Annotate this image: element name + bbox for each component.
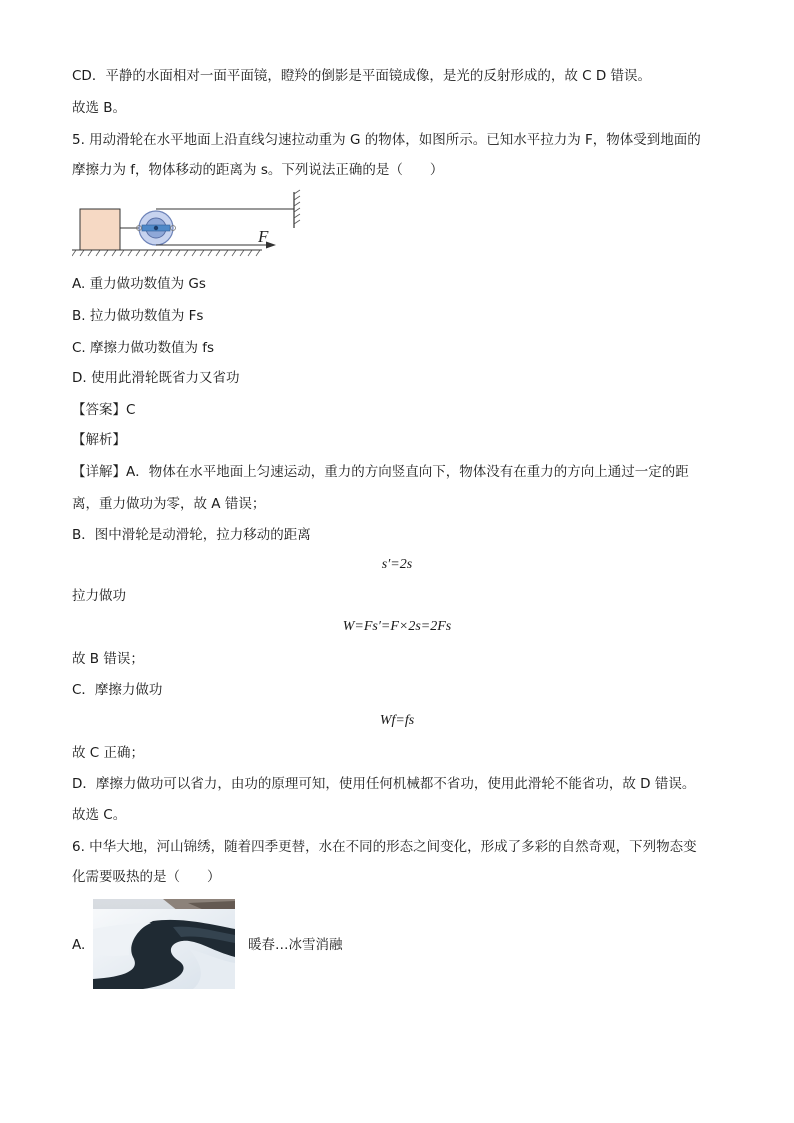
choose-b-text: 故选 B。 xyxy=(72,100,127,116)
question-6-line-1: 6. 中华大地，河山锦绣，随着四季更替，水在不同的形态之间变化，形成了多彩的自然奇观，下列物态变 xyxy=(72,839,697,855)
question-5-line-2: 摩擦力为 f，物体移动的距离为 s。下列说法正确的是（ ） xyxy=(72,162,444,178)
q6-option-a-text: 暖春…冰雪消融 xyxy=(248,937,343,953)
d-analysis: D．摩擦力做功可以省力，由功的原理可知，使用任何机械都不省功，使用此滑轮不能省功，故 D 错误。 xyxy=(72,776,696,792)
question-5-line-1: 5. 用动滑轮在水平地面上沿直线匀速拉动重为 G 的物体，如图所示。已知水平拉力为 F，物体受到地面的 xyxy=(72,132,701,148)
answer-label: 【答案】C xyxy=(72,402,136,418)
wall-hatch xyxy=(294,190,300,224)
formula-work: W=Fs′=F×2s=2Fs xyxy=(342,619,452,634)
force-label: F xyxy=(258,227,269,246)
b-wrong: 故 B 错误； xyxy=(72,651,144,667)
analysis-label: 【解析】 xyxy=(72,432,126,448)
detail-line-1: 【详解】A．物体在水平地面上匀速运动，重力的方向竖直向下，物体没有在重力的方向上通过一定的距 xyxy=(72,464,689,480)
option-c: C. 摩擦力做功数值为 fs xyxy=(72,340,215,356)
c-right: 故 C 正确； xyxy=(72,745,145,761)
option-d: D. 使用此滑轮既省力又省功 xyxy=(72,370,240,386)
block xyxy=(80,209,120,250)
pulley-center xyxy=(154,226,158,230)
ground-hatch xyxy=(72,250,260,256)
pull-work-label: 拉力做功 xyxy=(72,588,126,604)
option-b: B. 拉力做功数值为 Fs xyxy=(72,308,204,324)
q6-option-a-letter: A. xyxy=(72,937,86,953)
option-a: A. 重力做功数值为 Gs xyxy=(72,276,206,292)
snow-melt-photo xyxy=(93,899,235,989)
c-analysis: C．摩擦力做功 xyxy=(72,682,163,698)
question-6-line-2: 化需要吸热的是（ ） xyxy=(72,869,221,885)
formula-distance: s′=2s xyxy=(381,557,413,572)
choose-c-text: 故选 C。 xyxy=(72,807,127,823)
pulley-diagram xyxy=(72,188,312,264)
b-analysis: B．图中滑轮是动滑轮，拉力移动的距离 xyxy=(72,527,311,543)
detail-line-2: 离，重力做功为零，故 A 错误； xyxy=(72,496,266,512)
cd-analysis-text: CD．平静的水面相对一面平面镜，瞪羚的倒影是平面镜成像，是光的反射形成的，故 C D 错误。 xyxy=(72,68,652,84)
formula-friction-work: Wf=fs xyxy=(379,713,415,728)
